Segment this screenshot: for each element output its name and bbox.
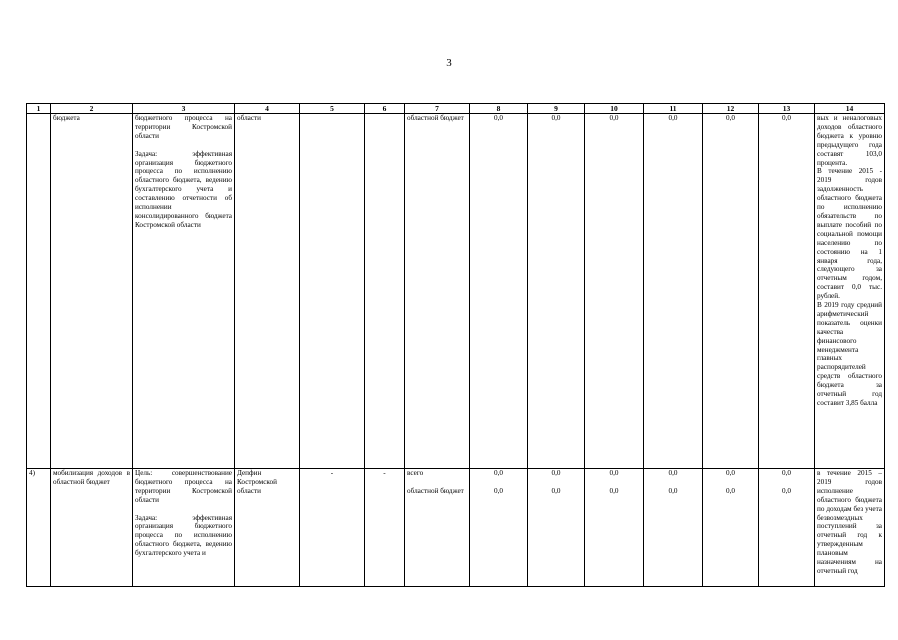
header-row — [27, 104, 885, 114]
value-total: 0,0 — [782, 469, 791, 477]
value-cell — [528, 469, 585, 587]
value-cell: 0,0 — [528, 114, 585, 469]
col5-cell — [300, 114, 365, 469]
value-regional: 0,0 — [782, 487, 791, 495]
row-number — [27, 114, 51, 469]
funding-source-total: всего — [407, 469, 424, 477]
header-cell: 2 — [51, 104, 133, 114]
value-total: 0,0 — [494, 469, 503, 477]
header-cell: 3 — [133, 104, 235, 114]
result-indicator: вых и неналоговых доходов областного бюджета к уровню предыдущего года составят 103,0 процента. В течение 2015 - 2019 годов задолженность областного бюджета по исполнению обязательств по выплате пособий по социальной помощи населению по состоянию на 1 января года, следующего за отчетным годом, составит 0,0 тыс. рублей. В 2019 году средний арифметический показатель оценки качества финансового менеджмента главных распорядителей средств областного бюджета за отчетный год составит 3,85 балла — [815, 114, 885, 469]
funding-source-regional: областной бюджет — [407, 487, 464, 495]
page-number: 3 — [446, 57, 452, 69]
header-cell: 12 — [703, 104, 759, 114]
funding-source-cell — [405, 469, 470, 587]
row-number: 4) — [27, 469, 51, 587]
header-cell: 4 — [235, 104, 300, 114]
value-cell — [759, 469, 815, 587]
header-cell: 7 — [405, 104, 470, 114]
value-cell — [644, 469, 703, 587]
col6-cell: - — [365, 469, 405, 587]
value-regional: 0,0 — [668, 487, 678, 495]
value-cell — [703, 469, 759, 587]
header-cell: 13 — [759, 104, 815, 114]
funding-source: областной бюджет — [405, 114, 470, 469]
goal-task: Цель: совершенствование бюджетного процесса на территории Костромской области Задача: эффективная организация бюджетного процесса по исполнению областного бюджета, ведению бухгалтерского учета и — [133, 469, 235, 587]
header-cell: 8 — [470, 104, 528, 114]
value-cell: 0,0 — [644, 114, 703, 469]
table-row — [27, 469, 885, 587]
value-regional: 0,0 — [551, 487, 561, 495]
value-total: 0,0 — [726, 469, 735, 477]
table-row — [27, 114, 885, 469]
value-regional: 0,0 — [494, 487, 503, 495]
program-table — [26, 103, 885, 587]
value-total: 0,0 — [668, 469, 678, 477]
header-cell: 9 — [528, 104, 585, 114]
value-cell: 0,0 — [585, 114, 644, 469]
executor: области — [235, 114, 300, 469]
value-cell — [470, 469, 528, 587]
result-indicator: в течение 2015 – 2019 годов исполнение областного бюджета по доходам без учета безвозмездных поступлений за отчетный год к утвержденным плановым назначениям на отчетный год — [815, 469, 885, 587]
col5-cell: - — [300, 469, 365, 587]
value-cell: 0,0 — [759, 114, 815, 469]
value-cell: 0,0 — [470, 114, 528, 469]
measure-name: бюджета — [51, 114, 133, 469]
value-total: 0,0 — [551, 469, 561, 477]
value-cell: 0,0 — [703, 114, 759, 469]
header-cell: 14 — [815, 104, 885, 114]
value-regional: 0,0 — [609, 487, 619, 495]
value-regional: 0,0 — [726, 487, 735, 495]
goal-task: бюджетного процесса на территории Костромской области Задача: эффективная организация бюджетного процесса по исполнению областного бюджета, ведению бухгалтерского учета и составлению отчетности об исполнении консолидированного бюджета Костромской области — [133, 114, 235, 469]
header-cell: 6 — [365, 104, 405, 114]
measure-name: мобилизация доходов в областной бюджет — [51, 469, 133, 587]
header-cell: 1 — [27, 104, 51, 114]
header-cell: 11 — [644, 104, 703, 114]
value-cell — [585, 469, 644, 587]
header-cell: 10 — [585, 104, 644, 114]
col6-cell — [365, 114, 405, 469]
executor: Депфин Костромской области — [235, 469, 300, 587]
value-total: 0,0 — [609, 469, 619, 477]
header-cell: 5 — [300, 104, 365, 114]
